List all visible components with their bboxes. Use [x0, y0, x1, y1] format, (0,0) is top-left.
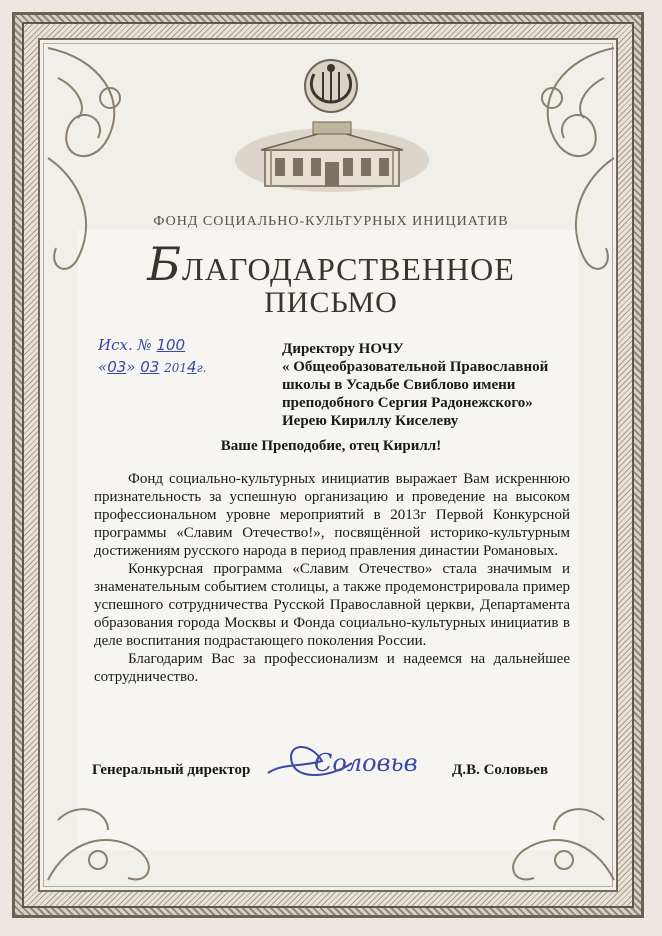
lyre-emblem-icon — [296, 56, 366, 116]
body-paragraph: Фонд социально-культурных инициатив выражает Вам искреннюю признательность за успешную организацию и проведение на высоком профессиональном уровне мероприятий в 2013г Первой Конкурсной программы «Славим Отечество!», посвящённой историко-культурным достижениям русского народа в период правления династии Романовых. — [94, 471, 570, 559]
title-rest: ЛАГОДАРСТВЕННОЕ — [182, 251, 515, 287]
letter-title — [0, 237, 662, 291]
addressee-line: Директору НОЧУ — [282, 341, 404, 357]
signatory-role: Генеральный директор — [92, 762, 251, 778]
handwritten-signature — [262, 733, 432, 789]
body-paragraph: Конкурсная программа «Славим Отечество» стала значимым и знаменательным событием столицы, а также продемонстрировала пример успешного сотрудничества Русской Православной церкви, Департамента образования города Москвы и Фонда социально-культурных инициатив в деле воспитания подрастающего поколения России. — [94, 561, 570, 649]
addressee-line: Иерею Кириллу Киселеву — [282, 413, 459, 429]
date-quote-close: » — [126, 358, 136, 376]
manor-building-illustration — [235, 120, 429, 192]
body-paragraph: Благодарим Вас за профессионализм и надеемся на дальнейшее сотрудничество. — [94, 651, 570, 685]
addressee-line: « Общеобразовательной Православной — [282, 359, 549, 375]
signatory-name: Д.В. Соловьев — [452, 762, 549, 778]
outgoing-month: 03 — [140, 358, 160, 376]
addressee-line: преподобного Сергия Радонежского» — [282, 395, 533, 411]
letter-body — [94, 470, 570, 686]
outgoing-year-prefix: 201 — [164, 361, 188, 375]
outgoing-year-suffix: 4 — [187, 358, 197, 376]
corner-ornament-bottom-right — [464, 760, 624, 892]
outgoing-label: Исх. № — [98, 336, 152, 354]
title-initial: Б — [147, 237, 182, 291]
outgoing-year-unit: г. — [196, 361, 207, 375]
greeting: Ваше Преподобие, отец Кирилл! — [220, 438, 442, 454]
outgoing-stamp — [98, 336, 206, 380]
fund-name: ФОНД СОЦИАЛЬНО-КУЛЬТУРНЫХ ИНИЦИАТИВ — [153, 214, 509, 229]
outgoing-number: 100 — [156, 336, 186, 354]
corner-ornament-bottom-left — [38, 760, 198, 892]
signature-text: Соловьв — [314, 749, 418, 777]
letter-title-line2: ПИСЬМО — [264, 286, 398, 319]
date-quote-open: « — [98, 358, 108, 376]
addressee-line: школы в Усадьбе Свиблово имени — [282, 377, 516, 393]
outgoing-day: 03 — [107, 358, 127, 376]
addressee-block — [282, 340, 592, 430]
